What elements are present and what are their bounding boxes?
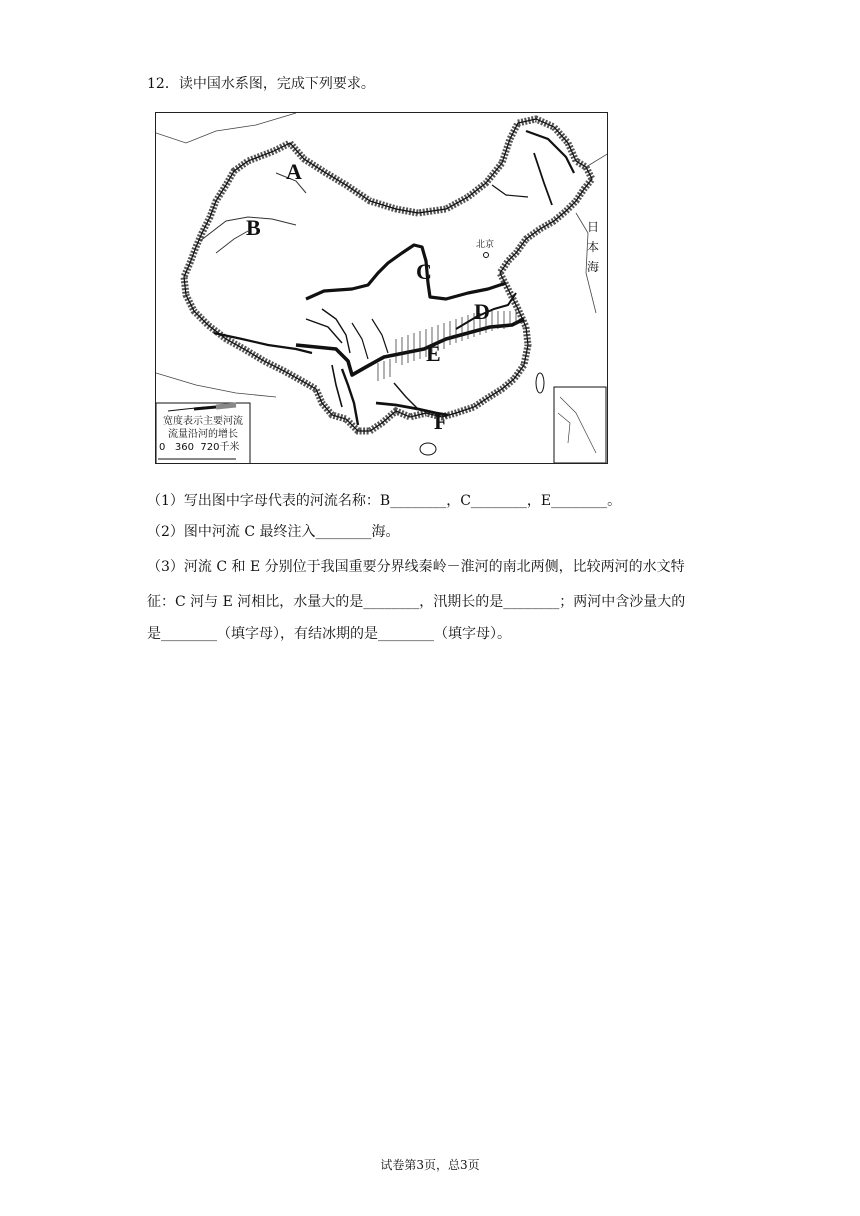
sub-question-2: （2）图中河流 C 最终注入________海。	[147, 524, 400, 540]
sub-question-3-line-2: 征：C 河与 E 河相比，水量大的是________，汛期长的是________；两河中含沙量大的	[147, 594, 686, 610]
page-footer: 试卷第3页，总3页	[380, 1158, 480, 1172]
map-label-f: F	[434, 409, 448, 434]
sub-question-1: （1）写出图中字母代表的河流名称：B________，C________，E________。	[147, 493, 622, 509]
legend-line-2: 流量沿河的增长	[168, 429, 238, 440]
sub-question-3-line-3: 是________（填字母），有结冰期的是________（填字母）。	[147, 626, 511, 642]
river-c	[306, 245, 506, 299]
map-label-a: A	[286, 159, 302, 184]
china-river-map	[155, 112, 608, 464]
question-title: 12．读中国水系图，完成下列要求。	[147, 76, 375, 92]
map-drawing	[156, 113, 608, 464]
map-label-c: C	[416, 259, 432, 284]
map-label-sea-of-japan: 日 本 海	[586, 220, 599, 274]
country-border	[184, 119, 592, 431]
legend-scale: 0 360 720千米	[159, 442, 240, 453]
map-label-e: E	[426, 341, 441, 366]
sub-question-3-line-1: （3）河流 C 和 E 分别位于我国重要分界线秦岭－淮河的南北两侧，比较两河的水文特	[147, 559, 685, 575]
map-label-d: D	[474, 299, 490, 324]
legend-line-1: 宽度表示主要河流	[163, 416, 243, 427]
map-label-b: B	[246, 215, 261, 240]
river-e	[296, 319, 524, 375]
map-label-beijing: 北京	[476, 240, 495, 250]
map-legend	[157, 415, 249, 454]
